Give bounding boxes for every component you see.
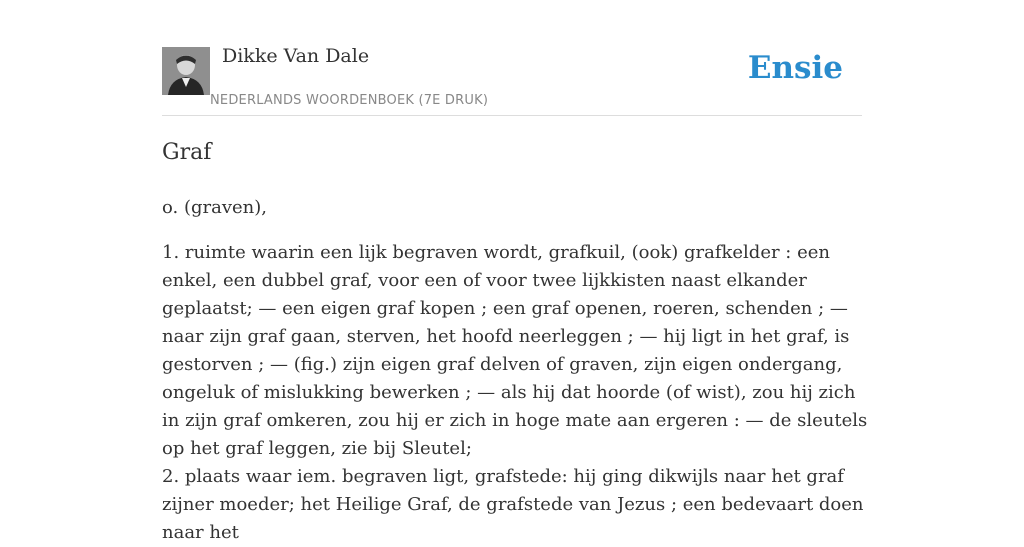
source-subtitle[interactable]: NEDERLANDS WOORDENBOEK (7E DRUK)	[210, 93, 489, 108]
page-content	[162, 0, 868, 543]
source-avatar[interactable]	[162, 47, 210, 95]
definition-item: 2. plaats waar iem. begraven ligt, grafstede: hij ging dikwijls naar het graf zijner moeder; het Heilige Graf, de grafstede van Jezus ; een bedevaart doen naar het	[162, 466, 864, 543]
entry-definition	[162, 239, 868, 547]
ensie-logo-link[interactable]: Ensie	[747, 50, 843, 86]
source-header	[162, 0, 862, 116]
entry-grammar: o. (graven),	[162, 197, 268, 218]
entry-title: Graf	[162, 140, 212, 165]
source-name[interactable]: Dikke Van Dale	[222, 45, 370, 67]
definition-item: 1. ruimte waarin een lijk begraven wordt, grafkuil, (ook) grafkelder : een enkel, een dubbel graf, voor een of voor twee lijkkisten naast elkander geplaatst; — een eigen graf kopen ; een graf openen, roeren, schenden ; — naar zijn graf gaan, sterven, het hoofd neerleggen ; — hij ligt in het graf, is gestorven ; — (fig.) zijn eigen graf delven of graven, zijn eigen ondergang, ongeluk of mislukking bewerken ; — als hij dat hoorde (of wist), zou hij zich in zijn graf omkeren, zou hij er zich in hoge mate aan ergeren : — de sleutels op het graf leggen, zie bij Sleutel;	[162, 242, 868, 459]
